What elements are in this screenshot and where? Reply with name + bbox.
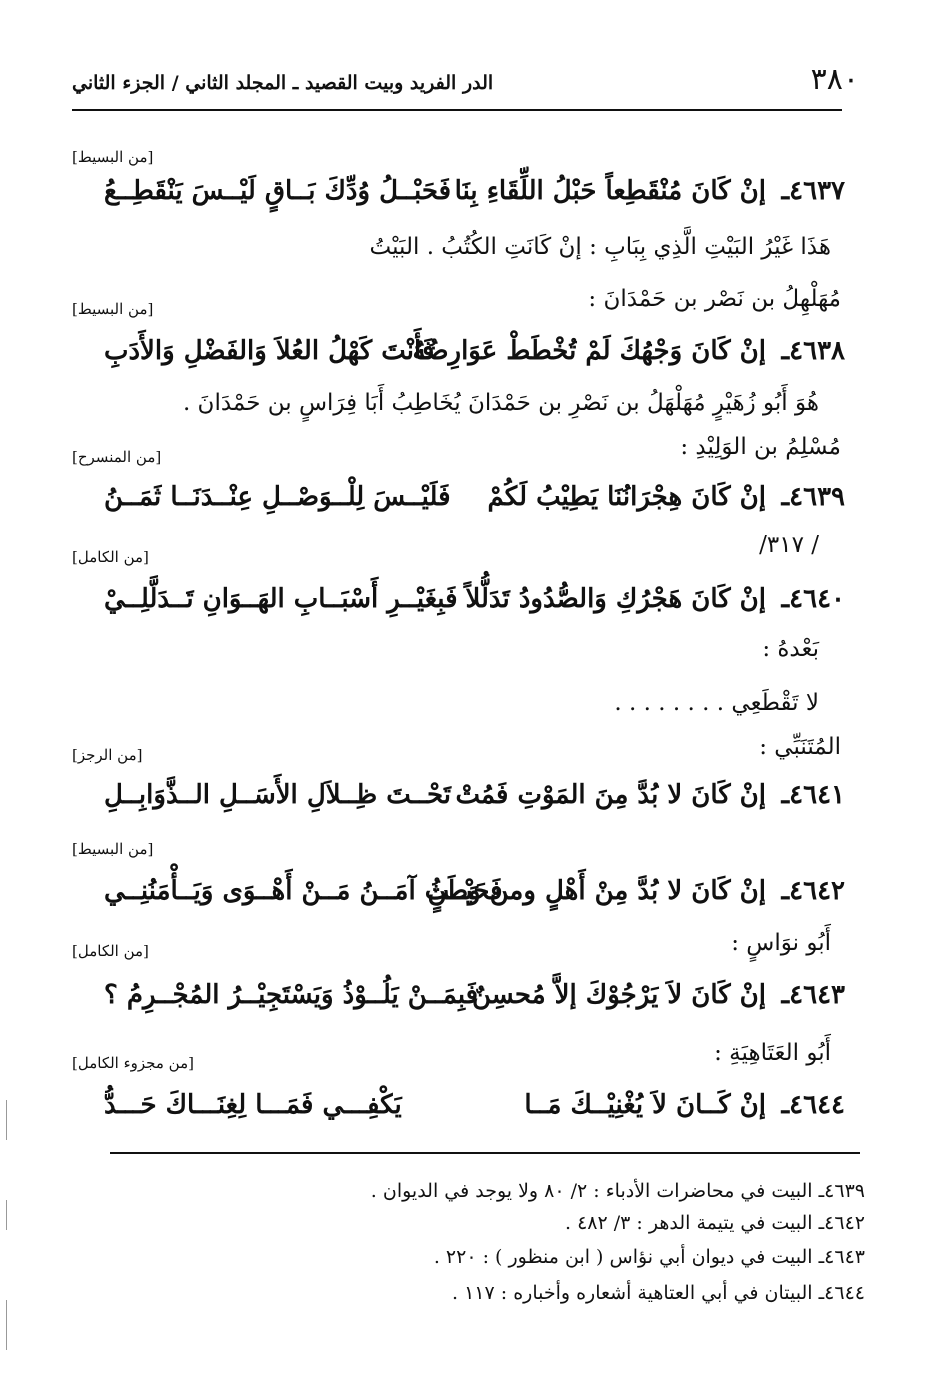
- verse-hemistich-2: تَحْــتَ ظِــلاَلِ الأَسَــلِ الــذَّوَابِــلِ: [104, 780, 452, 810]
- prose-line: لا تَقْطَعِي . . . . . . . .: [614, 690, 819, 716]
- verse-hemistich-2: فَبِغَيْــرِ أَسْبَــابِ الهَــوَانِ تَــدَلَّلِــيْ: [104, 584, 458, 614]
- footnote-rule: [110, 1152, 860, 1154]
- scan-edge-mark: [6, 1200, 7, 1230]
- meter-tag: [من المنسرح]: [72, 448, 162, 466]
- verse-hemistich-1: إنْ كَانَ مُنْقَطِعاً حَبْلُ اللِّقَاءِ بِنَا: [454, 176, 766, 206]
- page-reference: / ٣١٧/: [759, 532, 819, 558]
- verse-hemistich-2: فَحَيْــثُ آمَــنُ مَــنْ أَهْــوَى وَيَــأْمَنُنِــي: [104, 876, 503, 906]
- verse-hemistich-2: فَحَبْــلُ وُدِّكَ بَــاقٍ لَيْــسَ يَنْقَطِــعُ: [104, 176, 452, 206]
- meter-tag: [من الكامل]: [72, 942, 149, 960]
- meter-tag: [من مجزوء الكامل]: [72, 1054, 194, 1072]
- verse-number: ٤٦٣٨ـ: [781, 336, 845, 366]
- meter-tag: [من الكامل]: [72, 548, 149, 566]
- poet-attribution: أَبُو العَتَاهِيَةِ :: [714, 1040, 831, 1066]
- verse-number: ٤٦٤٤ـ: [781, 1090, 845, 1120]
- scan-edge-mark: [6, 1300, 7, 1350]
- verse-number: ٤٦٤٠ـ: [781, 584, 845, 614]
- verse-number: ٤٦٤١ـ: [781, 780, 845, 810]
- verse-hemistich-2: فَأَنْتَ كَهْلُ العُلاَ وَالفَضْلِ وَالأَدَبِ: [104, 336, 435, 366]
- meter-tag: [من البسيط]: [72, 148, 154, 166]
- prose-line: بَعْدهُ :: [762, 636, 819, 662]
- footnote: ٤٦٤٢ـ البيت في يتيمة الدهر : ٣/ ٤٨٢ .: [564, 1212, 865, 1234]
- running-head: الدر الفريد وبيت القصيد ـ المجلد الثاني / الجزء الثاني: [72, 72, 494, 94]
- verse-number: ٤٦٤٢ـ: [781, 876, 845, 906]
- scan-edge-mark: [6, 1100, 7, 1140]
- verse-number: ٤٦٣٧ـ: [781, 176, 845, 206]
- verse-hemistich-1: إنْ كَانَ لاَ يَرْجُوْكَ إلاَّ مُحسِنٌ: [471, 980, 766, 1010]
- verse-hemistich-2: فَبِمَــنْ يَلُــوْذُ وَيَسْتَجِيْــرُ المُجْــرِمُ ؟: [104, 980, 479, 1010]
- meter-tag: [من الرجز]: [72, 746, 143, 764]
- verse-number: ٤٦٣٩ـ: [781, 482, 845, 512]
- prose-line: هَذَا غَيْرُ البَيْتِ الَّذِي بِبَابِ : إنْ كَانَتِ الكُتُبُ . البَيْتُ: [369, 234, 831, 260]
- meter-tag: [من البسيط]: [72, 840, 154, 858]
- page-number: ٣٨٠: [810, 62, 859, 97]
- poet-attribution: المُتَنَبِّي :: [759, 734, 841, 760]
- poet-attribution: مُهَلْهِلُ بن نَصْر بن حَمْدَانَ :: [588, 286, 841, 312]
- verse-hemistich-1: إنْ كَانَ هَجْرُكِ وَالصُّدُودُ تَدَلُّلاً: [465, 584, 766, 614]
- verse-hemistich-1: إنْ كَانَ لا بُدَّ مِنْ أَهْلٍ ومن وَطَنٍ: [427, 876, 766, 906]
- verse-number: ٤٦٤٣ـ: [781, 980, 845, 1010]
- verse-hemistich-2: يَكْفِـــي فَمَـــا لِغِنَـــاكَ حَـــدُّ: [104, 1090, 402, 1120]
- verse-hemistich-1: إنْ كَانَ هِجْرَانُنَا يَطِيْبُ لَكُمْ: [487, 482, 766, 512]
- poet-attribution: أَبُو نوَاسٍ :: [731, 930, 831, 956]
- verse-hemistich-2: فَلَيْــسَ لِلْــوَصْــلِ عِنْــدَنَــا ثَمَــنُ: [104, 482, 451, 512]
- footnote: ٤٦٤٣ـ البيت في ديوان أبي نؤاس ( ابن منظور ) : ٢٢٠ .: [433, 1246, 865, 1268]
- footnote: ٤٦٤٤ـ البيتان في أبي العتاهية أشعاره وأخباره : ١١٧ .: [452, 1282, 865, 1304]
- header-rule: [72, 109, 842, 111]
- verse-hemistich-1: إنْ كَانَ لا بُدَّ مِنَ المَوْتِ فَمُتْ: [455, 780, 766, 810]
- verse-hemistich-1: إنْ كَانَ وَجْهُكَ لَمْ تُخْطَطْ عَوَارِضُهُ: [412, 336, 766, 366]
- poet-attribution: مُسْلِمُ بن الوَلِيْدِ :: [680, 434, 841, 460]
- prose-line: هُوَ أَبُو زُهَيْرٍ مُهَلْهَلُ بن نَصْرِ بن حَمْدَانَ يُخَاطِبُ أَبَا فِرَاسٍ بن حَمْدَانَ .: [182, 390, 819, 416]
- meter-tag: [من البسيط]: [72, 300, 154, 318]
- footnote: ٤٦٣٩ـ البيت في محاضرات الأدباء : ٢/ ٨٠ ولا يوجد في الديوان .: [370, 1180, 865, 1202]
- verse-hemistich-1: إنْ كَــانَ لاَ يُغْنِيْــكَ مَــا: [524, 1090, 766, 1120]
